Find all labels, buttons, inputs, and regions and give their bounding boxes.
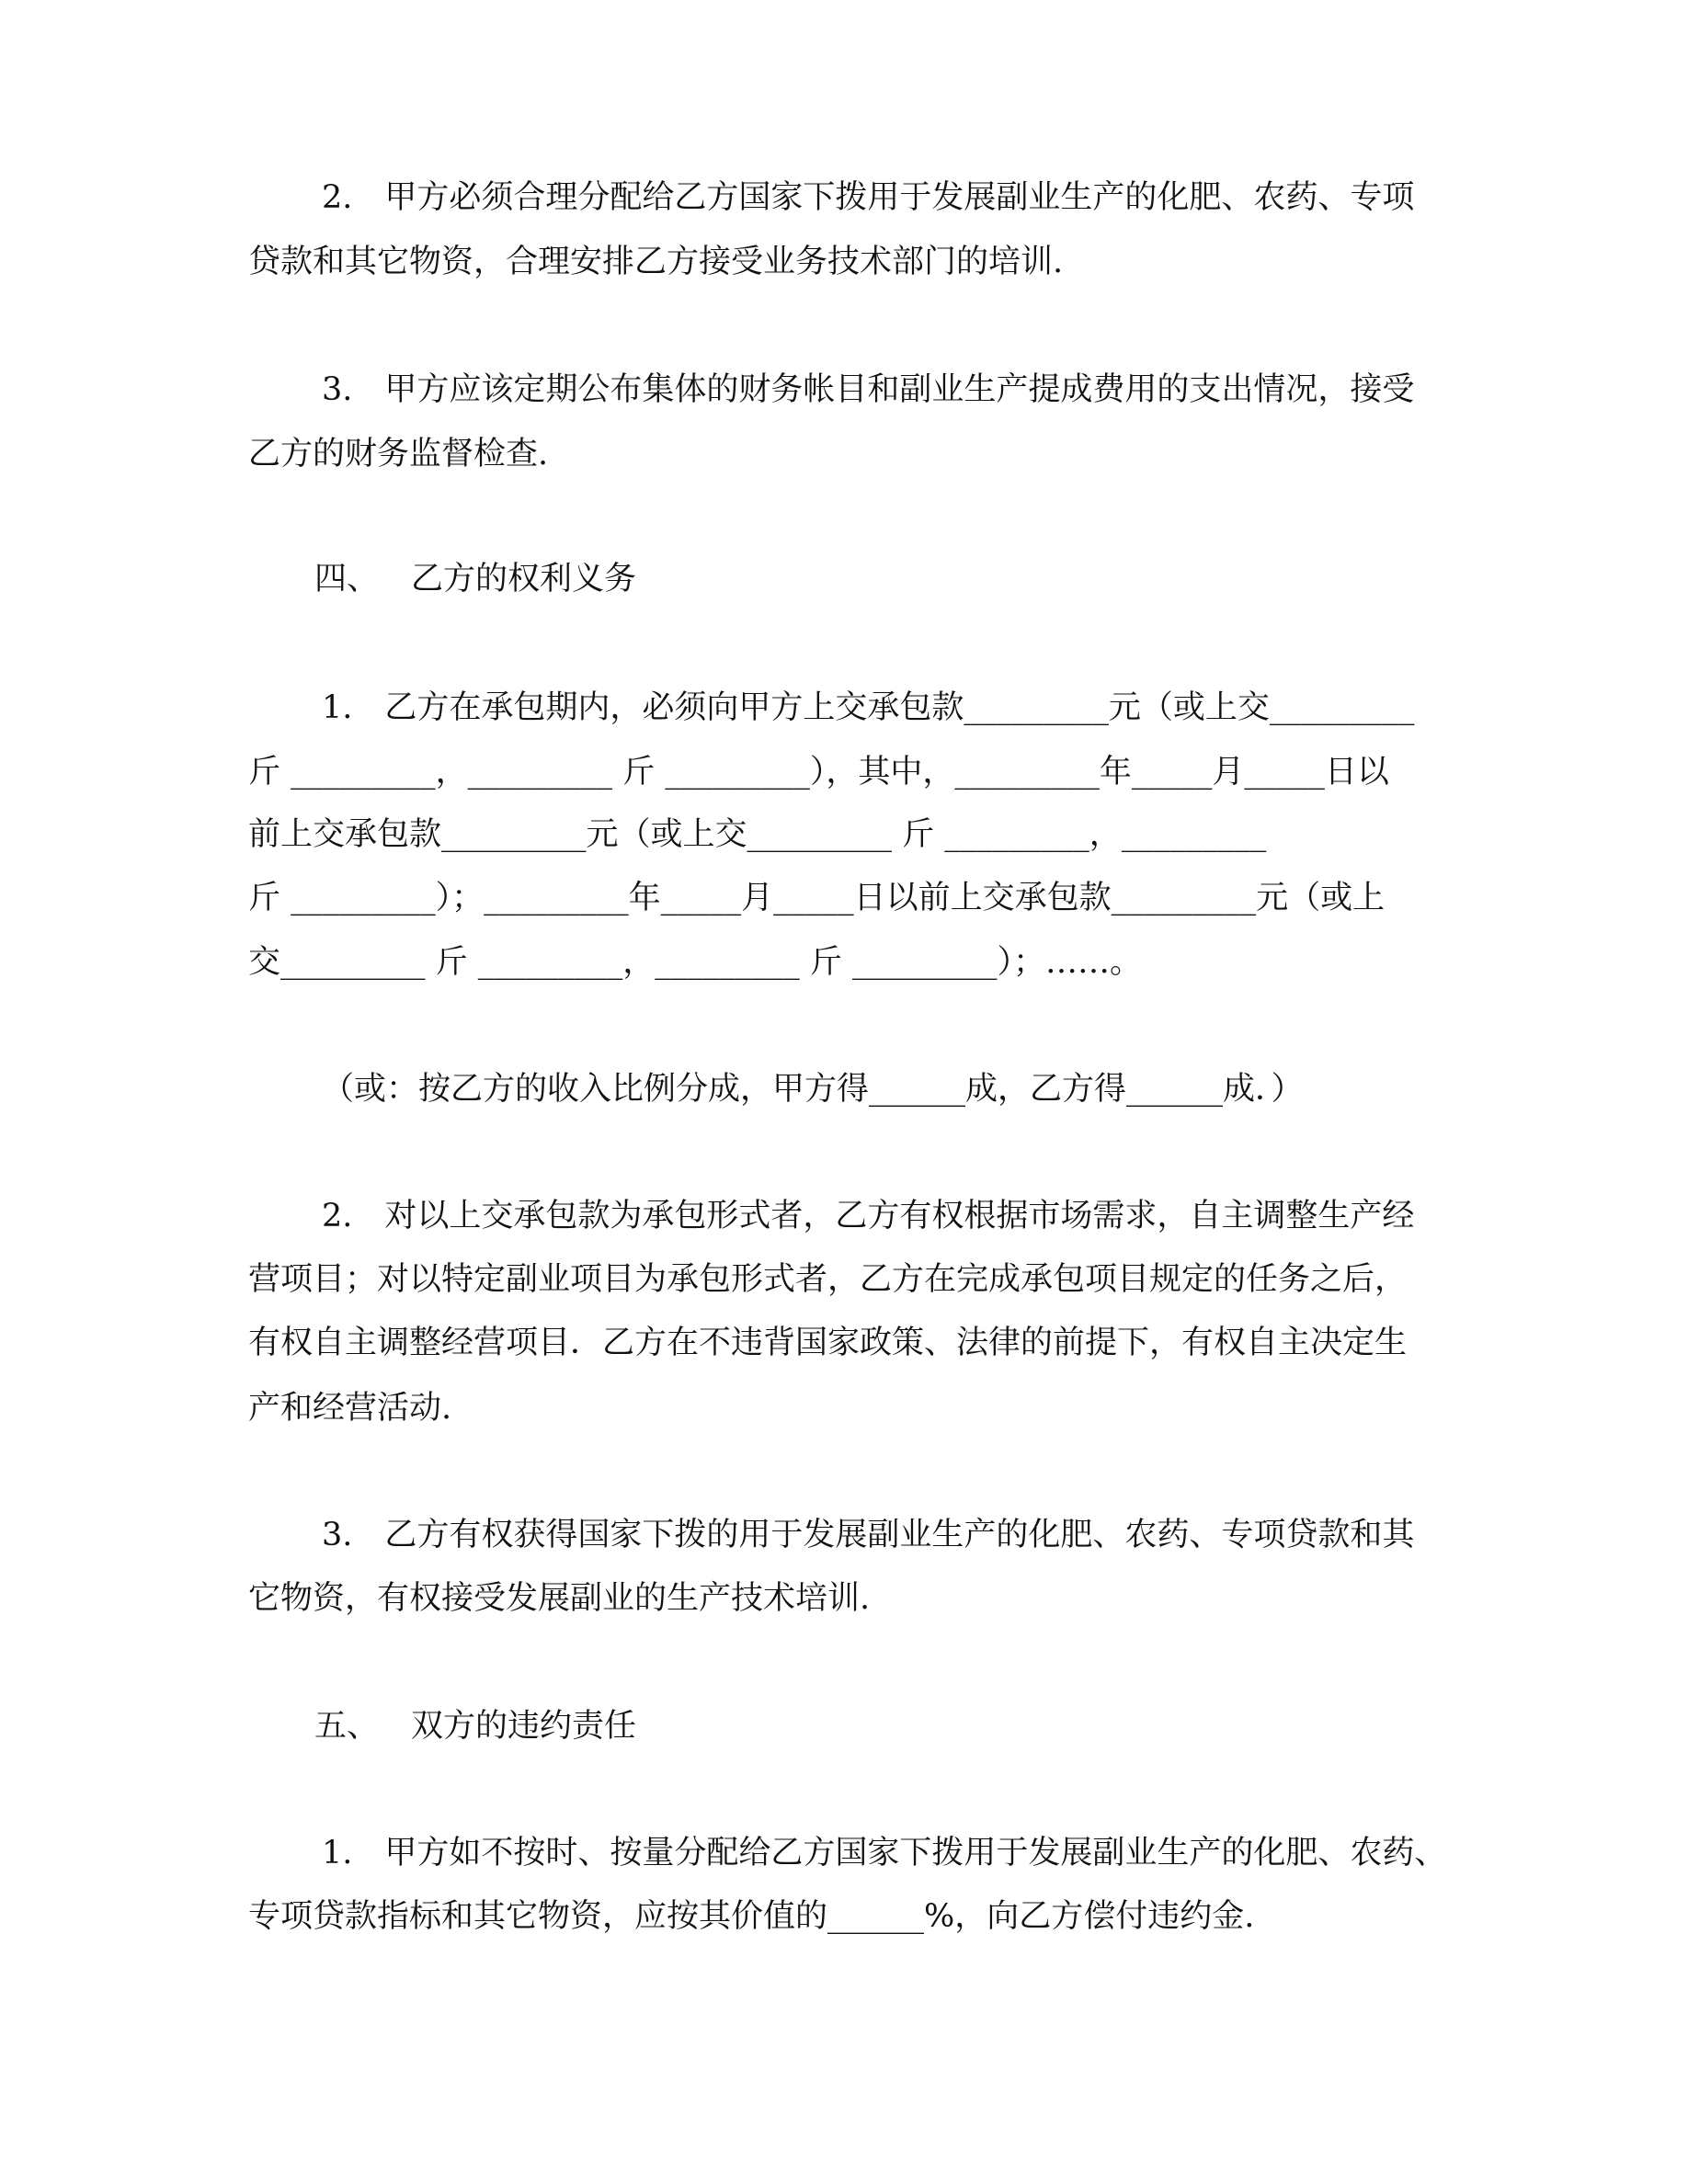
section-number: 四、 [314,561,380,597]
s4-item-2-line: 产和经营活动. [248,1390,452,1427]
s3-item-2-line: 2. 甲方必须合理分配给乙方国家下拨用于发展副业生产的化肥、农药、专项 [322,179,1415,216]
s3-item-3-line: 3. 甲方应该定期公布集体的财务帐目和副业生产提成费用的支出情况，接受 [322,371,1415,408]
s5-item-1-line: 专项贷款指标和其它物资，应按其价值的______%，向乙方偿付违约金. [248,1898,1255,1935]
s5-item-1-line: 1. 甲方如不按时、按量分配给乙方国家下拨用于发展副业生产的化肥、农药、 [322,1835,1447,1871]
section-number: 五、 [314,1708,380,1745]
s3-item-3-line: 乙方的财务监督检查. [248,436,549,472]
s4-item-1-line: 斤 _________，_________ 斤 _________），其中，_________年_____月_____日以 [248,754,1389,791]
s4-item-1-line: 交_________ 斤 _________，_________ 斤 _________）；……。 [248,944,1143,981]
s3-item-2-line: 贷款和其它物资，合理安排乙方接受业务技术部门的培训. [248,244,1064,280]
s4-item-1-line: 斤 _________）；_________年_____月_____日以前上交承包款_________元（或上 [248,880,1386,916]
s4-item-3-line: 它物资，有权接受发展副业的生产技术培训. [248,1580,871,1617]
s4-item-1-line: 前上交承包款_________元（或上交_________ 斤 _________，_________ [248,816,1267,853]
s4-item-2-line: 营项目；对以特定副业项目为承包形式者，乙方在完成承包项目规定的任务之后， [248,1261,1408,1298]
s4-item-3-line: 3. 乙方有权获得国家下拨的用于发展副业生产的化肥、农药、专项贷款和其 [322,1517,1415,1553]
section-heading: 双方的违约责任 [411,1708,637,1745]
s4-item-2-line: 2. 对以上交承包款为承包形式者，乙方有权根据市场需求，自主调整生产经 [322,1198,1415,1234]
section-heading: 乙方的权利义务 [411,561,637,597]
s4-item-1-alt-line: （或：按乙方的收入比例分成，甲方得______成，乙方得______成．） [322,1071,1304,1108]
s4-item-1-line: 1. 乙方在承包期内，必须向甲方上交承包款_________元（或上交_________ [322,689,1415,726]
s4-item-2-line: 有权自主调整经营项目．乙方在不违背国家政策、法律的前提下，有权自主决定生 [248,1325,1408,1361]
